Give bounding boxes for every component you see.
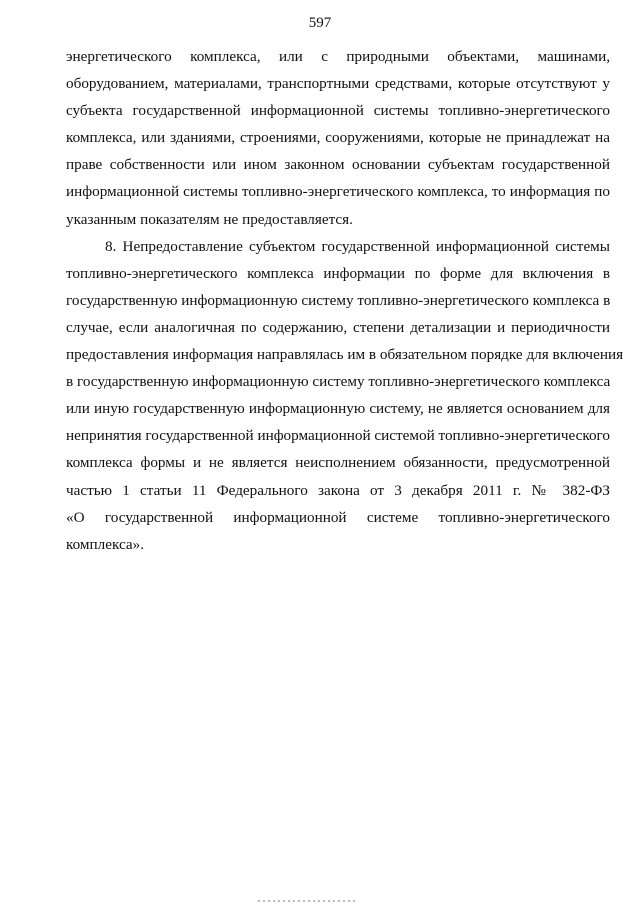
text-line: указанным показателям не предоставляется. (66, 210, 353, 228)
text-line: случае, если аналогичная по содержанию, степени детализации и периодичности (66, 318, 610, 336)
page-number: 597 (308, 15, 332, 31)
text-line: «О государственной информационной системе топливно-энергетического (66, 508, 610, 526)
scan-artifact (258, 900, 358, 902)
document-body (66, 43, 624, 558)
paragraph-8 (66, 233, 624, 558)
text-line: в государственную информационную систему топливно-энергетического комплекса (66, 373, 611, 391)
text-line: топливно-энергетического комплекса информации по форме для включения в (66, 264, 610, 282)
text-line: субъекта государственной информационной системы топливно-энергетического (66, 102, 610, 120)
text-line: или иную государственную информационную систему, не является основанием для (66, 400, 610, 418)
paragraph-1 (66, 43, 610, 233)
text-line: комплекса формы и не является неисполнением обязанности, предусмотренной (66, 454, 610, 472)
text-line: государственную информационную систему топливно-энергетического комплекса в (66, 291, 611, 309)
text-line: непринятия государственной информационной системой топливно-энергетического (66, 427, 610, 445)
text-line: предоставления информация направлялась им в обязательном порядке для включения (66, 346, 624, 364)
text-line: частью 1 статьи 11 Федерального закона от 3 декабря 2011 г. № 382-ФЗ (66, 481, 610, 499)
text-line: 8. Непредоставление субъектом государственной информационной системы (105, 237, 610, 255)
text-line: энергетического комплекса, или с природными объектами, машинами, (66, 48, 610, 65)
text-line: праве собственности или ином законном основании субъектам государственной (66, 156, 610, 174)
text-line: оборудованием, материалами, транспортными средствами, которые отсутствуют у (66, 75, 610, 93)
text-line: комплекса». (66, 535, 145, 553)
text-line: комплекса, или зданиями, строениями, сооружениями, которые не принадлежат на (66, 129, 610, 147)
text-line: информационной системы топливно-энергетического комплекса, то информация по (66, 183, 610, 201)
